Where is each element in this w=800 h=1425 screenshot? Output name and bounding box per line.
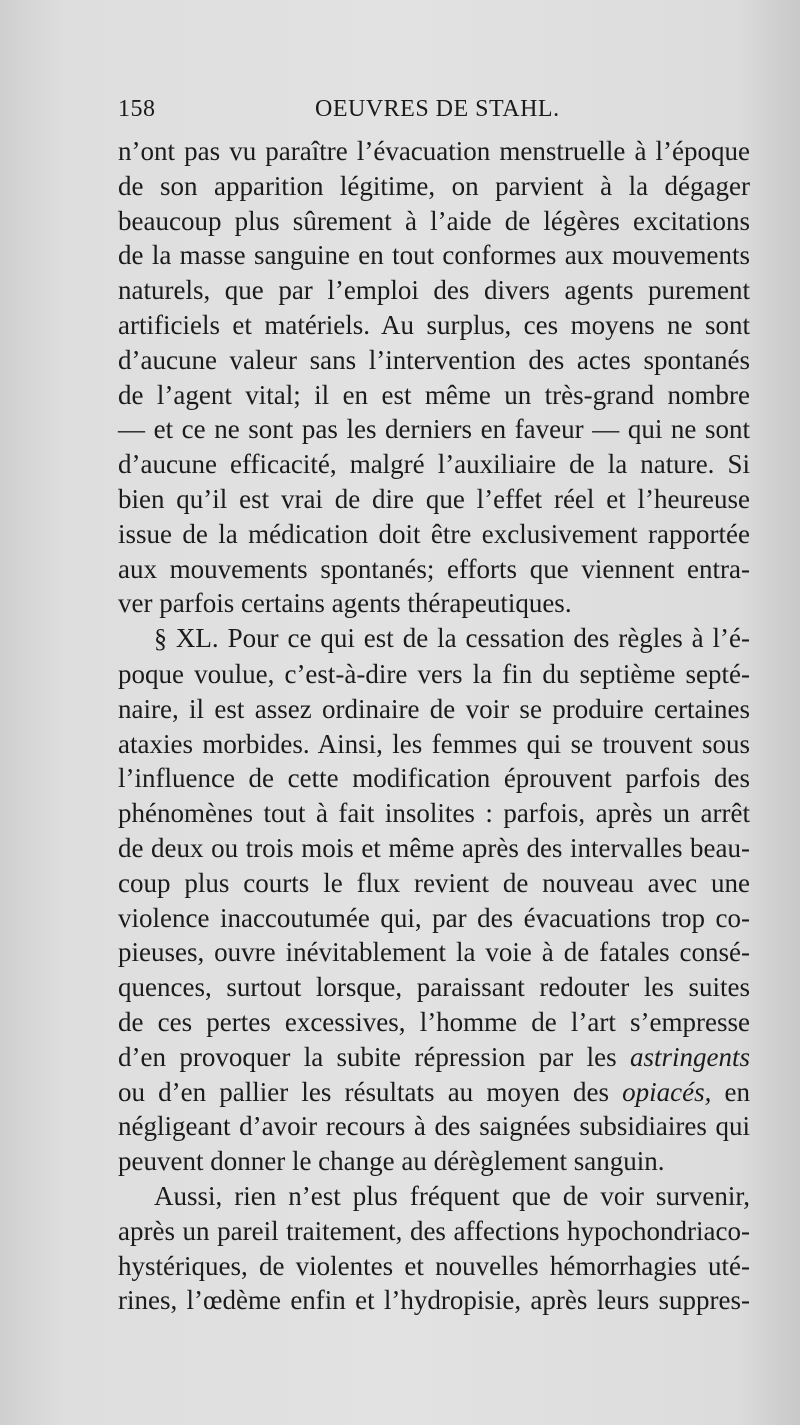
text-line: quences, surtout lorsque, paraissant redouter les suites (118, 972, 750, 1003)
section-line-text: XL. Pour ce qui est de la cessation des règles à l’é- (175, 623, 751, 654)
italic-term-opiaces: opiacés, (622, 1076, 712, 1107)
text-line: ver parfois certains agents thérapeutiques. (118, 588, 572, 619)
text-line: d’aucune valeur sans l’intervention des actes spontanés (118, 344, 750, 375)
text-line-italic-a (118, 1040, 750, 1075)
text-line: de l’agent vital; il en est même un très-grand nombre (118, 379, 750, 410)
text-line: poque voulue, c’est-à-dire vers la fin du septième septé- (118, 658, 750, 689)
text-line: de ces pertes excessives, l’homme de l’art s’empresse (118, 1006, 750, 1037)
text-line: issue de la médication doit être exclusivement rapportée (118, 518, 750, 549)
text-line: peuvent donner le change au dérèglement sanguin. (118, 1146, 665, 1177)
text-line: n’ont pas vu paraître l’évacuation menstruelle à l’époque (118, 136, 750, 166)
text-line: ataxies morbides. Ainsi, les femmes qui se trouvent sous (118, 728, 750, 759)
page-header (118, 96, 748, 136)
text-line: rines, l’œdème enfin et l’hydropisie, après leurs suppres- (118, 1285, 750, 1316)
body-text (118, 134, 750, 1318)
text-line: naturels, que par l’emploi des divers agents purement (118, 275, 750, 306)
line-segment: ou d’en pallier les résultats au moyen des (118, 1076, 609, 1107)
text-line: coup plus courts le flux revient de nouveau avec une (118, 867, 750, 898)
text-line: naire, il est assez ordinaire de voir se produire certaines (118, 693, 750, 724)
text-line: Aussi, rien n’est plus fréquent que de voir survenir, (154, 1180, 750, 1211)
text-line: de deux ou trois mois et même après des intervalles beau- (118, 832, 750, 863)
text-line: aux mouvements spontanés; efforts que viennent entra- (118, 553, 750, 584)
text-line: — et ce ne sont pas les derniers en faveur — qui ne sont (118, 414, 750, 445)
text-line: de son apparition légitime, on parvient à la dégager (118, 170, 750, 201)
text-line-italic-b (118, 1075, 750, 1110)
italic-term-astringents: astringents (629, 1041, 750, 1072)
text-line: pieuses, ouvre inévitablement la voie à de fatales consé- (118, 937, 750, 968)
section-mark: § (154, 624, 167, 654)
text-line: bien qu’il est vrai de dire que l’effet réel et l’heureuse (118, 483, 750, 514)
text-line: violence inaccoutumée qui, par des évacuations trop co- (118, 902, 750, 933)
text-line: artificiels et matériels. Au surplus, ces moyens ne sont (118, 309, 750, 340)
text-line: beaucoup plus sûrement à l’aide de légères excitations (118, 205, 750, 236)
line-segment: en (724, 1076, 750, 1107)
text-line: de la masse sanguine en tout conformes aux mouvements (118, 240, 750, 271)
line-segment: d’en provoquer la subite répression par les (118, 1041, 617, 1072)
text-line: phénomènes tout à fait insolites : parfois, après un arrêt (118, 798, 750, 829)
text-line: négligeant d’avoir recours à des saignées subsidiaires qui (118, 1111, 750, 1142)
section-heading-line (118, 621, 750, 657)
page-number: 158 (118, 96, 156, 122)
text-line: l’influence de cette modification éprouvent parfois des (118, 763, 750, 794)
text-line: hystériques, de violentes et nouvelles hémorrhagies uté- (118, 1250, 750, 1281)
running-head: OEUVRES DE STAHL. (315, 96, 560, 122)
text-line: d’aucune efficacité, malgré l’auxiliaire de la nature. Si (118, 449, 750, 480)
text-line: après un pareil traitement, des affections hypochondriaco- (118, 1215, 750, 1246)
